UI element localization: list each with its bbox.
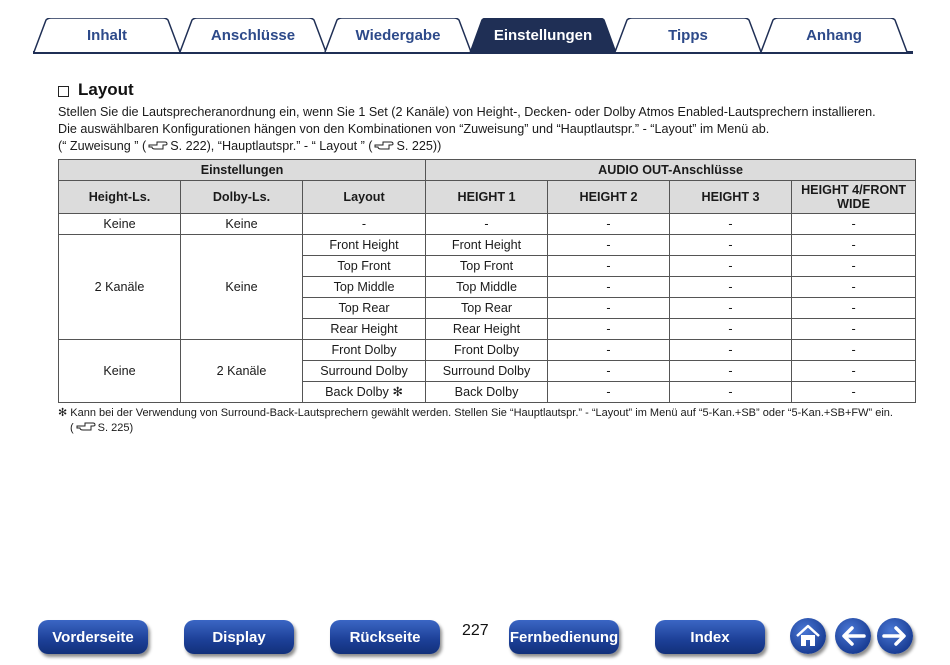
page-number: 227 bbox=[462, 622, 489, 639]
reference-text: S. 225)) bbox=[396, 139, 442, 153]
tab-label: Anhang bbox=[806, 26, 862, 44]
table-cell: Top Front bbox=[426, 256, 548, 277]
table-row bbox=[59, 214, 916, 235]
column-header: Dolby-Ls. bbox=[181, 181, 303, 214]
table-cell: - bbox=[548, 235, 670, 256]
arrow-right-icon bbox=[882, 625, 908, 647]
table-cell: - bbox=[426, 214, 548, 235]
table-cell: 2 Kanäle bbox=[59, 235, 181, 340]
reference-text: (“ Zuweisung ” ( bbox=[58, 139, 147, 153]
table-cell: Keine bbox=[181, 235, 303, 340]
pointing-hand-icon[interactable] bbox=[148, 140, 168, 151]
table-cell: Top Middle bbox=[426, 277, 548, 298]
table-cell: - bbox=[548, 340, 670, 361]
table-cell: - bbox=[548, 319, 670, 340]
index-button[interactable]: Index bbox=[655, 620, 765, 654]
home-icon bbox=[795, 624, 821, 648]
table-cell: - bbox=[792, 319, 916, 340]
table-cell: Rear Height bbox=[426, 319, 548, 340]
table-cell: Top Rear bbox=[303, 298, 426, 319]
table-cell: - bbox=[670, 214, 792, 235]
forward-button[interactable] bbox=[877, 618, 913, 654]
table-cell: - bbox=[548, 277, 670, 298]
table-cell: - bbox=[670, 319, 792, 340]
tab-inhalt[interactable] bbox=[33, 18, 181, 52]
table-cell: - bbox=[548, 361, 670, 382]
table-cell: - bbox=[792, 340, 916, 361]
table-cell: - bbox=[670, 382, 792, 403]
table-cell: - bbox=[670, 256, 792, 277]
vorderseite-button[interactable]: Vorderseite bbox=[38, 620, 148, 654]
pointing-hand-icon[interactable] bbox=[76, 421, 96, 432]
tab-label: Einstellungen bbox=[493, 26, 593, 44]
pointing-hand-icon[interactable] bbox=[374, 140, 394, 151]
table-cell: Rear Height bbox=[303, 319, 426, 340]
group-header-audio-out: AUDIO OUT-Anschlüsse bbox=[426, 160, 916, 181]
table-row bbox=[59, 235, 916, 256]
table-cell: - bbox=[792, 298, 916, 319]
table-cell: 2 Kanäle bbox=[181, 340, 303, 403]
table-cell: - bbox=[670, 361, 792, 382]
table-cell: Keine bbox=[59, 340, 181, 403]
reference-text: S. 225) bbox=[97, 422, 134, 434]
table-cell: - bbox=[670, 340, 792, 361]
description-line-1: Stellen Sie die Lautsprecheranordnung ein, wenn Sie 1 Set (2 Kanäle) von Height-, Decken- oder Dolby Atmos Enabled-Lautsprechern installieren. bbox=[58, 105, 876, 119]
table-cell: Top Rear bbox=[426, 298, 548, 319]
column-header: HEIGHT 1 bbox=[426, 181, 548, 214]
reference-text: S. 222), “Hauptlautspr.” - “ Layout ” ( bbox=[170, 139, 373, 153]
tab-label: Tipps bbox=[668, 26, 708, 44]
tab-anhang[interactable] bbox=[760, 18, 908, 52]
table-cell: - bbox=[548, 256, 670, 277]
column-header: HEIGHT 3 bbox=[670, 181, 792, 214]
tab-anschluesse[interactable] bbox=[179, 18, 327, 52]
footnote: ✻ Kann bei der Verwendung von Surround-Back-Lautsprechern gewählt werden. Stellen Sie “Hauptlautspr.” - “Layout” im Menü auf “5-Kan.+SB” oder “5-Kan.+SB+FW” ein. bbox=[58, 407, 893, 419]
table-row bbox=[59, 340, 916, 361]
tab-wiedergabe[interactable] bbox=[324, 18, 472, 52]
table-cell: Front Height bbox=[426, 235, 548, 256]
table-cell: Top Middle bbox=[303, 277, 426, 298]
group-header-settings: Einstellungen bbox=[59, 160, 426, 181]
section-header bbox=[58, 80, 134, 100]
home-button[interactable] bbox=[790, 618, 826, 654]
layout-table bbox=[58, 159, 916, 403]
back-button[interactable] bbox=[835, 618, 871, 654]
description-line-3 bbox=[58, 139, 441, 153]
checkbox-square-icon bbox=[58, 86, 69, 97]
column-header: HEIGHT 2 bbox=[548, 181, 670, 214]
table-cell: - bbox=[548, 214, 670, 235]
table-cell: Top Front bbox=[303, 256, 426, 277]
reference-text: ( bbox=[70, 422, 74, 434]
table-cell: Surround Dolby bbox=[303, 361, 426, 382]
column-header: Layout bbox=[303, 181, 426, 214]
arrow-left-icon bbox=[840, 625, 866, 647]
table-cell: Back Dolby ✻ bbox=[303, 382, 426, 403]
footnote-reference bbox=[70, 421, 133, 434]
tab-label: Inhalt bbox=[87, 26, 127, 44]
tab-label: Anschlüsse bbox=[210, 26, 296, 44]
display-button[interactable]: Display bbox=[184, 620, 294, 654]
table-cell: - bbox=[670, 298, 792, 319]
table-cell: Back Dolby bbox=[426, 382, 548, 403]
table-cell: - bbox=[548, 298, 670, 319]
table-cell: Front Dolby bbox=[303, 340, 426, 361]
table-cell: - bbox=[792, 214, 916, 235]
rueckseite-button[interactable]: Rückseite bbox=[330, 620, 440, 654]
table-cell: Front Height bbox=[303, 235, 426, 256]
fernbedienung-button[interactable]: Fernbedienung bbox=[509, 620, 619, 654]
column-header: HEIGHT 4/FRONT WIDE bbox=[792, 181, 916, 214]
table-cell: - bbox=[670, 277, 792, 298]
table-cell: - bbox=[303, 214, 426, 235]
table-cell: - bbox=[792, 235, 916, 256]
table-cell: Keine bbox=[181, 214, 303, 235]
tab-einstellungen[interactable] bbox=[469, 18, 617, 52]
table-cell: - bbox=[792, 277, 916, 298]
table-cell: - bbox=[792, 361, 916, 382]
table-cell: - bbox=[548, 382, 670, 403]
tab-label: Wiedergabe bbox=[355, 26, 441, 44]
section-title: Layout bbox=[78, 80, 134, 99]
table-cell: Surround Dolby bbox=[426, 361, 548, 382]
table-cell: - bbox=[670, 235, 792, 256]
table-cell: - bbox=[792, 382, 916, 403]
table-cell: - bbox=[792, 256, 916, 277]
description-line-2: Die auswählbaren Konfigurationen hängen von den Kombinationen von “Zuweisung” und “Hauptlautspr.” - “Layout” im Menü ab. bbox=[58, 122, 770, 136]
tab-tipps[interactable] bbox=[614, 18, 762, 52]
column-header: Height-Ls. bbox=[59, 181, 181, 214]
table-cell: Front Dolby bbox=[426, 340, 548, 361]
table-cell: Keine bbox=[59, 214, 181, 235]
